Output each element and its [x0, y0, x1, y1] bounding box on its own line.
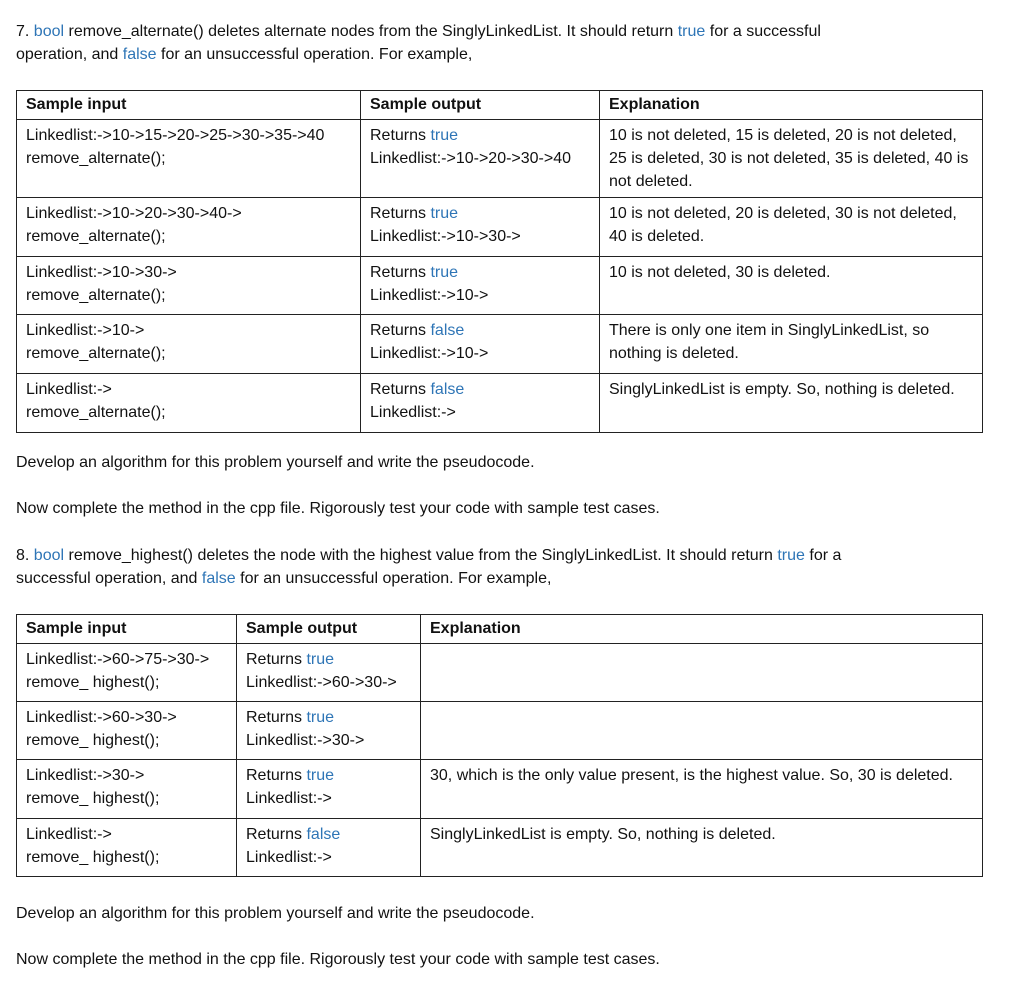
- output-list: Linkedlist:->: [370, 404, 456, 421]
- sample-input-cell: [17, 644, 237, 702]
- sample-output-cell: [361, 257, 600, 315]
- table-row: [17, 819, 983, 877]
- input-call: remove_alternate();: [26, 404, 166, 421]
- sample-input-cell: [17, 198, 361, 257]
- input-call: remove_ highest();: [26, 732, 160, 749]
- returns-label: Returns: [246, 651, 303, 668]
- q8-keyword-bool: bool: [33, 547, 65, 564]
- q7-intro-text-b: for a successful: [709, 23, 821, 40]
- table-row: [17, 257, 983, 315]
- explanation-cell: [421, 819, 983, 877]
- table-row: [17, 315, 983, 374]
- output-list: Linkedlist:->30->: [246, 732, 365, 749]
- q8-intro-line2-a: successful operation, and: [16, 570, 198, 587]
- output-return: [370, 202, 590, 225]
- input-list: Linkedlist:->60->30->: [26, 709, 177, 726]
- table-row: [17, 120, 983, 198]
- explanation-cell: [421, 702, 983, 760]
- return-value: true: [430, 205, 459, 222]
- table-row: [17, 374, 983, 433]
- q7-table-wrapper: [16, 90, 983, 433]
- q8-table: [16, 614, 983, 877]
- sample-output-cell: [361, 315, 600, 374]
- explanation-cell: [600, 315, 983, 374]
- explanation-text: 10 is not deleted, 15 is deleted, 20 is not deleted, 25 is deleted, 30 is not deleted, 35 is deleted, 40 is not deleted.: [609, 127, 969, 190]
- returns-label: Returns: [370, 322, 427, 339]
- output-return: [370, 261, 590, 284]
- output-return: [246, 648, 411, 671]
- explanation-text: SinglyLinkedList is empty. So, nothing is deleted.: [430, 826, 776, 843]
- sample-input-cell: [17, 760, 237, 819]
- input-call: remove_alternate();: [26, 345, 166, 362]
- output-list: Linkedlist:->: [246, 849, 332, 866]
- output-list: Linkedlist:->10->: [370, 345, 489, 362]
- input-call: remove_ highest();: [26, 849, 160, 866]
- returns-label: Returns: [246, 767, 303, 784]
- q8-intro-text-a: remove_highest() deletes the node with the highest value from the SinglyLinkedList. It should return: [68, 547, 773, 564]
- q8-keyword-false: false: [201, 570, 236, 587]
- returns-label: Returns: [370, 205, 427, 222]
- return-value: true: [430, 264, 459, 281]
- output-return: [246, 764, 411, 787]
- return-value: false: [306, 826, 341, 843]
- sample-output-cell: [361, 198, 600, 257]
- q8-header-explanation: Explanation: [421, 615, 983, 644]
- explanation-text: 10 is not deleted, 30 is deleted.: [609, 264, 831, 281]
- input-call: remove_alternate();: [26, 150, 166, 167]
- returns-label: Returns: [370, 264, 427, 281]
- q7-header-explanation: Explanation: [600, 91, 983, 120]
- q7-header-sample-output: Sample output: [361, 91, 600, 120]
- q8-number: 8.: [16, 547, 30, 564]
- q8-intro: [16, 544, 996, 590]
- q7-table-header-row: [17, 91, 983, 120]
- q7-table: [16, 90, 983, 433]
- sample-output-cell: [237, 819, 421, 877]
- q7-header-sample-input: Sample input: [17, 91, 361, 120]
- returns-label: Returns: [246, 826, 303, 843]
- explanation-cell: [421, 760, 983, 819]
- q7-intro-line2: [16, 43, 996, 66]
- explanation-cell: [600, 120, 983, 198]
- q7-develop-text: Develop an algorithm for this problem yourself and write the pseudocode.: [16, 454, 535, 471]
- explanation-cell: [421, 644, 983, 702]
- sample-input-cell: [17, 315, 361, 374]
- input-list: Linkedlist:->60->75->30->: [26, 651, 210, 668]
- explanation-cell: [600, 198, 983, 257]
- output-list: Linkedlist:->10->20->30->40: [370, 150, 572, 167]
- q7-intro: [16, 20, 996, 66]
- sample-output-cell: [361, 374, 600, 433]
- sample-output-cell: [361, 120, 600, 198]
- q7-intro-text-a: remove_alternate() deletes alternate nodes from the SinglyLinkedList. It should return: [68, 23, 674, 40]
- return-value: true: [306, 767, 335, 784]
- input-list: Linkedlist:->: [26, 826, 112, 843]
- q8-header-sample-input: Sample input: [17, 615, 237, 644]
- table-row: [17, 644, 983, 702]
- table-row: [17, 760, 983, 819]
- sample-output-cell: [237, 702, 421, 760]
- q8-intro-line2-b: for an unsuccessful operation. For example,: [240, 570, 552, 587]
- q7-keyword-true: true: [677, 23, 706, 40]
- q7-intro-line1: [16, 20, 996, 43]
- input-list: Linkedlist:->: [26, 381, 112, 398]
- returns-label: Returns: [370, 127, 427, 144]
- input-call: remove_alternate();: [26, 287, 166, 304]
- explanation-text: 10 is not deleted, 20 is deleted, 30 is not deleted, 40 is deleted.: [609, 205, 957, 245]
- output-return: [370, 378, 590, 401]
- q8-keyword-true: true: [777, 547, 805, 564]
- input-list: Linkedlist:->10->: [26, 322, 145, 339]
- output-list: Linkedlist:->10->: [370, 287, 489, 304]
- table-row: [17, 702, 983, 760]
- q7-keyword-false: false: [122, 46, 157, 63]
- return-value: true: [306, 709, 335, 726]
- sample-input-cell: [17, 120, 361, 198]
- input-call: remove_ highest();: [26, 790, 160, 807]
- output-return: [246, 823, 411, 846]
- q7-complete-text: Now complete the method in the cpp file. Rigorously test your code with sample test cases.: [16, 500, 660, 517]
- q7-intro-line2-a: operation, and: [16, 46, 119, 63]
- q7-number: 7.: [16, 23, 30, 40]
- q8-header-sample-output: Sample output: [237, 615, 421, 644]
- input-list: Linkedlist:->10->20->30->40->: [26, 205, 242, 222]
- q8-intro-line2: [16, 567, 996, 590]
- output-list: Linkedlist:->10->30->: [370, 228, 521, 245]
- return-value: false: [430, 322, 465, 339]
- explanation-text: 30, which is the only value present, is the highest value. So, 30 is deleted.: [430, 767, 953, 784]
- q8-develop-text: Develop an algorithm for this problem yourself and write the pseudocode.: [16, 905, 535, 922]
- q8-intro-text-b: for a: [809, 547, 842, 564]
- input-call: remove_alternate();: [26, 228, 166, 245]
- q7-intro-line2-b: for an unsuccessful operation. For example,: [161, 46, 473, 63]
- input-list: Linkedlist:->30->: [26, 767, 145, 784]
- q8-intro-line1: [16, 544, 996, 567]
- sample-input-cell: [17, 257, 361, 315]
- returns-label: Returns: [246, 709, 303, 726]
- q8-complete-text: Now complete the method in the cpp file. Rigorously test your code with sample test cases.: [16, 951, 660, 968]
- q7-keyword-bool: bool: [33, 23, 65, 40]
- return-value: true: [306, 651, 335, 668]
- input-list: Linkedlist:->10->30->: [26, 264, 177, 281]
- sample-output-cell: [237, 644, 421, 702]
- q8-table-wrapper: [16, 614, 983, 877]
- sample-input-cell: [17, 374, 361, 433]
- output-return: [246, 706, 411, 729]
- sample-input-cell: [17, 702, 237, 760]
- return-value: true: [430, 127, 459, 144]
- output-return: [370, 124, 590, 147]
- input-call: remove_ highest();: [26, 674, 160, 691]
- input-list: Linkedlist:->10->15->20->25->30->35->40: [26, 127, 325, 144]
- output-list: Linkedlist:->60->30->: [246, 674, 397, 691]
- sample-output-cell: [237, 760, 421, 819]
- output-list: Linkedlist:->: [246, 790, 332, 807]
- return-value: false: [430, 381, 465, 398]
- explanation-cell: [600, 257, 983, 315]
- sample-input-cell: [17, 819, 237, 877]
- q8-table-header-row: [17, 615, 983, 644]
- explanation-cell: [600, 374, 983, 433]
- explanation-text: SinglyLinkedList is empty. So, nothing is deleted.: [609, 381, 955, 398]
- returns-label: Returns: [370, 381, 427, 398]
- output-return: [370, 319, 590, 342]
- explanation-text: There is only one item in SinglyLinkedList, so nothing is deleted.: [609, 322, 930, 362]
- table-row: [17, 198, 983, 257]
